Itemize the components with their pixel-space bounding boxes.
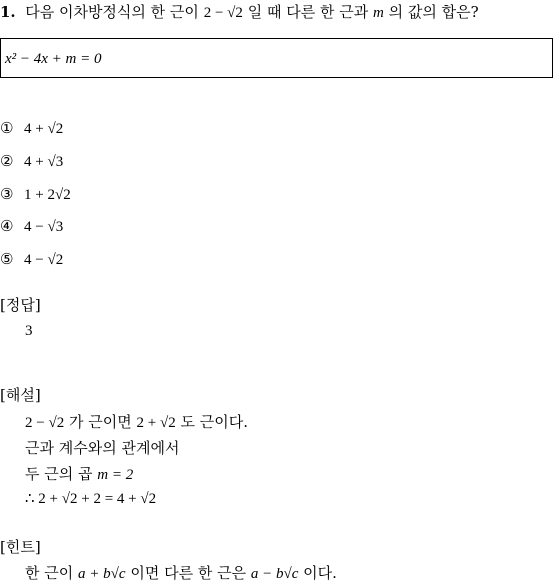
choice-2[interactable] xyxy=(0,151,63,172)
choice-marker: ① xyxy=(0,119,14,137)
hint-expr-b: a − b√c xyxy=(250,566,299,582)
choice-label: 4 + √3 xyxy=(24,154,64,170)
hint-text-b: 이면 다른 한 근은 xyxy=(130,564,247,582)
question-number: 1. xyxy=(0,3,16,21)
choice-marker: ⑤ xyxy=(0,250,14,268)
question-line xyxy=(0,2,479,23)
hint-text-a: 한 근이 xyxy=(25,564,74,582)
expl-line3-expr: m = 2 xyxy=(97,467,134,483)
explanation-line-2: 근과 계수와의 관계에서 xyxy=(25,439,180,457)
hint-expr-a: a + b√c xyxy=(78,566,126,582)
equation: x² − 4x + m = 0 xyxy=(5,51,102,67)
choice-5[interactable] xyxy=(0,249,63,270)
choice-4[interactable] xyxy=(0,216,63,237)
question-var-m: m xyxy=(372,5,384,21)
expl-line3-text: 두 근의 곱 xyxy=(25,465,93,483)
hint-text-c: 이다. xyxy=(303,564,337,582)
question-text-before: 다음 이차방정식의 한 근이 xyxy=(25,3,199,21)
choice-label: 4 − √2 xyxy=(24,252,64,268)
explanation-heading: [해설] xyxy=(0,386,41,404)
expl-expr-a: 2 − √2 xyxy=(25,415,65,431)
equation-box xyxy=(0,38,553,78)
choice-label: 4 − √3 xyxy=(24,219,64,235)
answer-value: 3 xyxy=(25,323,33,339)
explanation-line-4: ∴ 2 + √2 + 2 = 4 + √2 xyxy=(25,491,157,507)
expl-expr-c: 2 + √2 xyxy=(136,415,176,431)
question-root-expr: 2 − √2 xyxy=(203,5,243,21)
question-text-after: 일 때 다른 한 근과 xyxy=(247,3,369,21)
question-text-end: 의 값의 합은? xyxy=(388,3,479,21)
choice-label: 1 + 2√2 xyxy=(24,187,71,203)
choice-marker: ③ xyxy=(0,185,14,203)
hint-heading: [힌트] xyxy=(0,538,41,556)
choice-1[interactable] xyxy=(0,118,63,139)
choice-marker: ④ xyxy=(0,217,14,235)
choice-label: 4 + √2 xyxy=(24,121,64,137)
choice-marker: ② xyxy=(0,152,14,170)
expl-text-d: 도 근이다. xyxy=(180,413,248,431)
expl-text-b: 가 근이면 xyxy=(68,413,132,431)
explanation-line-3 xyxy=(25,464,133,485)
choice-3[interactable] xyxy=(0,184,71,205)
answer-heading: [정답] xyxy=(0,296,41,314)
explanation-line-1 xyxy=(25,412,248,433)
